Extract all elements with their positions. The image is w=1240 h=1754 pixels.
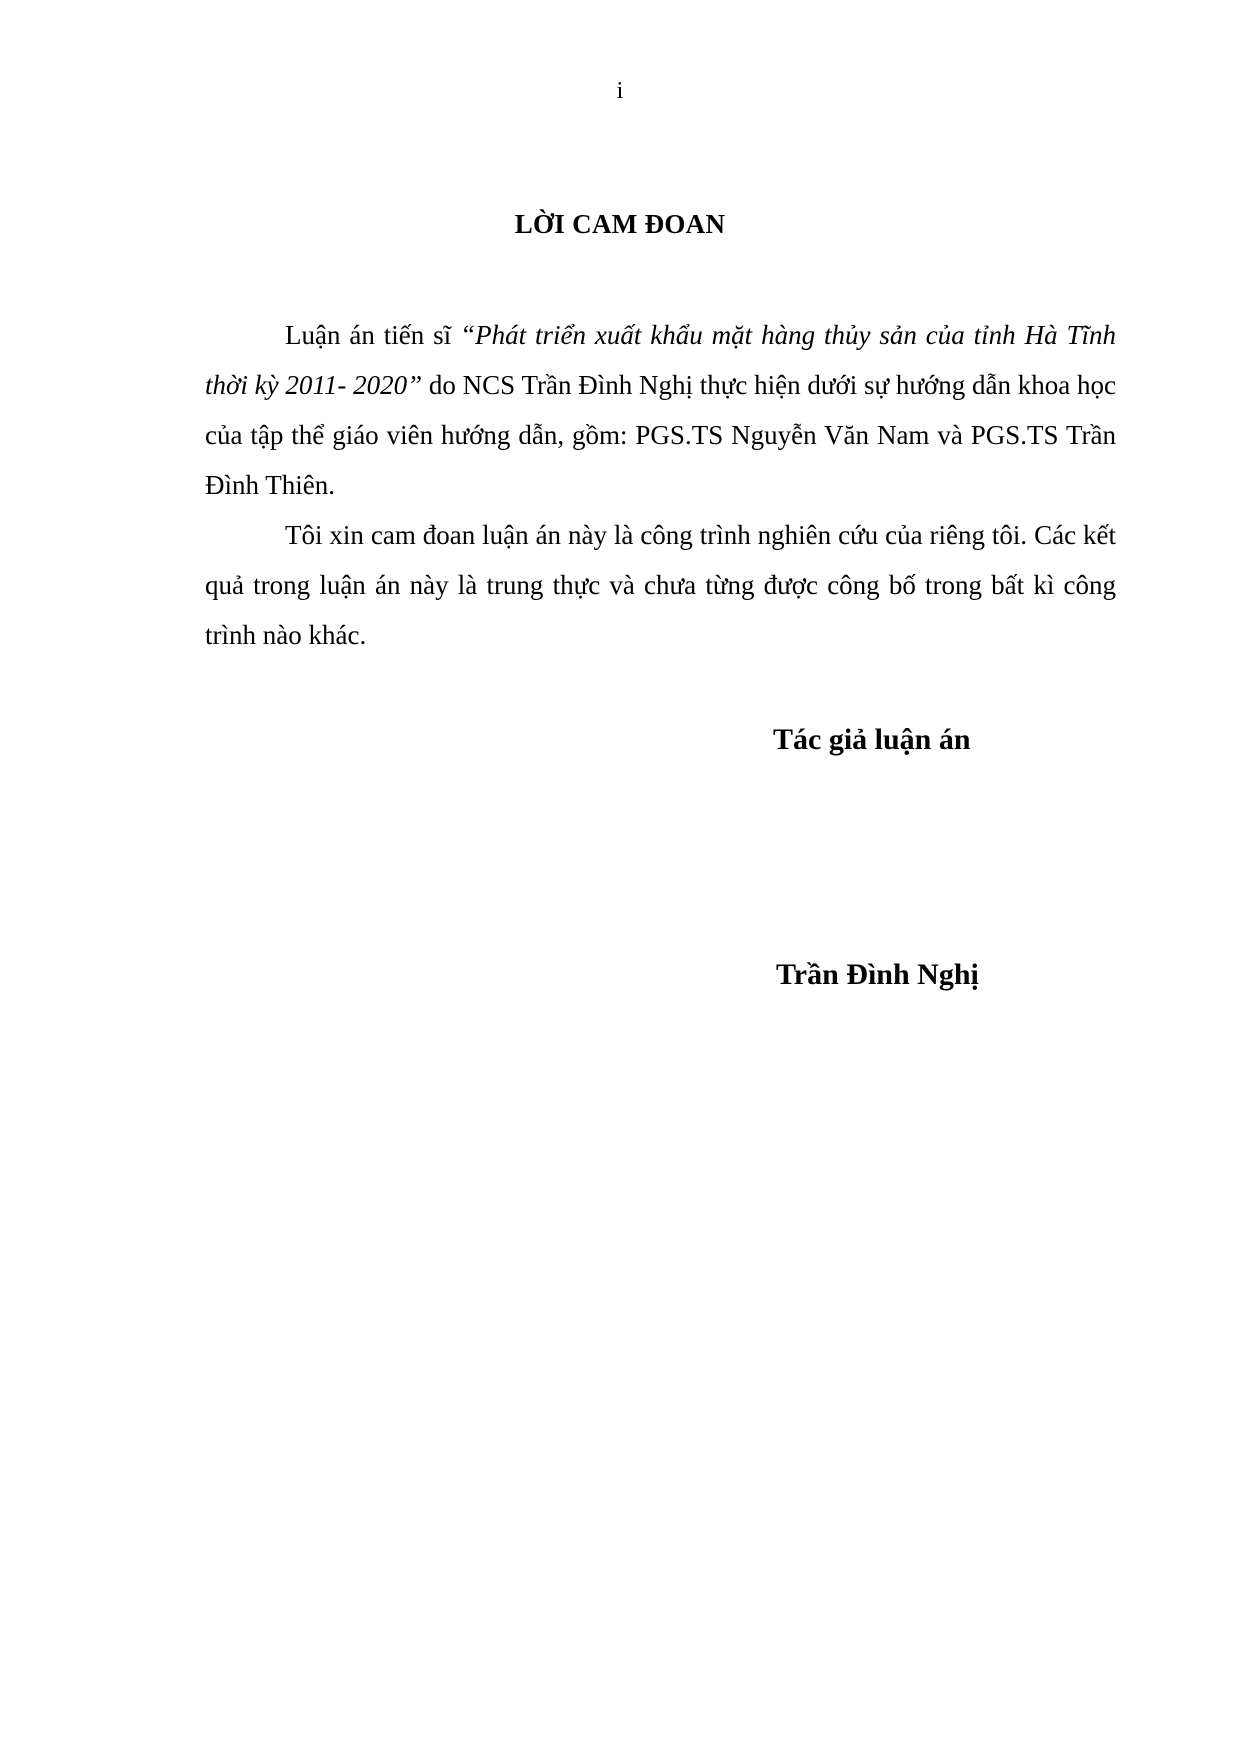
declaration-paragraph-2: Tôi xin cam đoan luận án này là công trình nghiên cứu của riêng tôi. Các kết quả trong luận án này là trung thực và chưa từng được công bố trong bất kì công trình nào khác.: [205, 520, 1116, 650]
paragraph-lead: Luận án tiến sĩ: [285, 320, 461, 350]
page-title: LỜI CAM ĐOAN: [514, 209, 726, 239]
declaration-paragraph-1: [205, 310, 1116, 510]
paragraph-rest: do NCS Trần Đình Nghị thực hiện dưới sự hướng dẫn khoa học của tập thể giáo viên hướng dẫn, gồm: PGS.TS Nguyễn Văn Nam và PGS.TS Trần Đình Thiên.: [205, 370, 1116, 500]
page-number: i: [616, 78, 624, 104]
declaration-body: [205, 310, 1116, 660]
author-label: Tác giả luận án: [773, 723, 971, 756]
open-quote: “: [460, 320, 476, 350]
thesis-title-text: Phát triển xuất khẩu mặt hàng thủy sản của tỉnh Hà Tĩnh thời kỳ 2011- 2020: [205, 320, 1116, 400]
close-quote: ”: [407, 370, 423, 400]
author-name: Trần Đình Nghị: [776, 958, 979, 991]
